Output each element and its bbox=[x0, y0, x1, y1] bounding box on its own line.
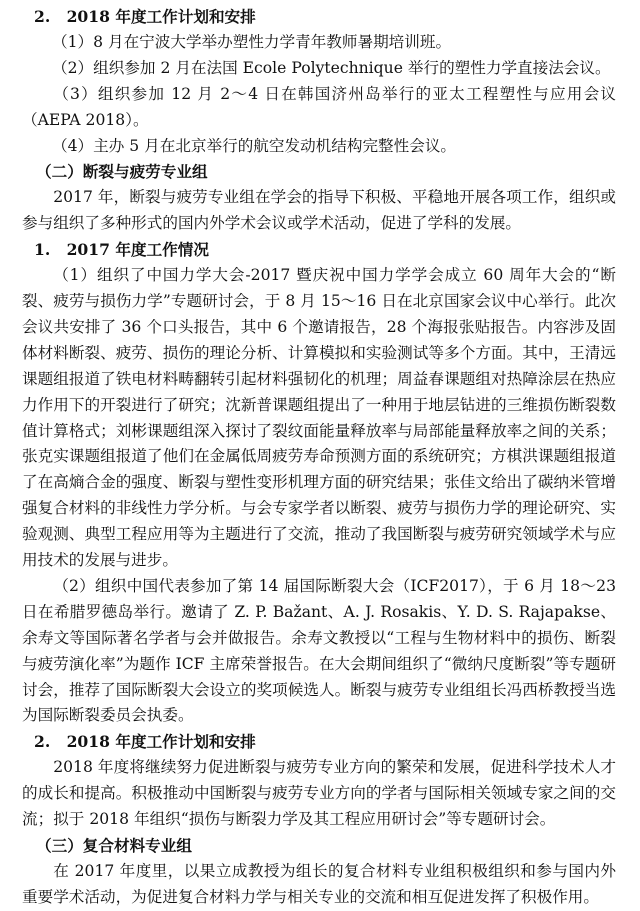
section-heading-2018-plan-plasticity: 2. 2018 年度工作计划和安排 bbox=[34, 7, 256, 26]
plan-item-3: （3）组织参加 12 月 2～4 日在韩国济州岛举行的亚太工程塑性与应用会议（AEPA 2018）。 bbox=[22, 84, 616, 129]
paragraph-fracture-intro: 2017 年，断裂与疲劳专业组在学会的指导下积极、平稳地开展各项工作，组织或参与组织了多种形式的国内外学术会议或学术活动，促进了学科的发展。 bbox=[22, 188, 616, 233]
plan-item-2: （2）组织参加 2 月在法国 Ecole Polytechnique 举行的塑性力学直接法会议。 bbox=[52, 58, 611, 77]
section-heading-2018-plan-fracture: 2. 2018 年度工作计划和安排 bbox=[34, 732, 256, 752]
paragraph-2018-plan: 2018 年度将继续努力促进断裂与疲劳专业方向的繁荣和发展，促进科学技术人才的成长和提高。积极推动中国断裂与疲劳专业方向的学者与国际相关领域专家之间的交流；拟于 2018 年组织“损伤与断裂力学及其工程应用研讨会”等专题研讨会。 bbox=[22, 758, 616, 829]
paragraph-work-item-2: （2）组织中国代表参加了第 14 届国际断裂大会（ICF2017），于 6 月 18～23 日在希腊罗德岛举行。邀请了 Z. P. Bažant、A. J. Rosakis、Y. D. S. Rajapakse、余寿文等国际著名学者与会并做报告。余寿文教授以“工程与生物材料中的损伤、断裂与疲劳演化率”为题作 ICF 主席荣誉报告。在大会期间组织了“微纳尺度断裂”等专题研讨会，推荐了国际断裂大会设立的奖项候选人。断裂与疲劳专业组组长冯西桥教授当选为国际断裂委员会执委。 bbox=[22, 576, 616, 725]
plan-item-1: （1）8 月在宁波大学举办塑性力学青年教师暑期培训班。 bbox=[52, 32, 452, 51]
paragraph-work-item-1: （1）组织了中国力学大会-2017 暨庆祝中国力学学会成立 60 周年大会的“断裂、疲劳与损伤力学”专题研讨会，于 8 月 15～16 日在北京国家会议中心举行。此次会议共安排了 36 个口头报告，其中 6 个邀请报告，28 个海报张贴报告。内容涉及固体材料断裂、疲劳、损伤的理论分析、计算模拟和实验测试等多个方面。其中，王清远课题组报道了铁电材料畴翻转引起材料强韧化的机理；周益春课题组对热障涂层在热应力作用下的开裂进行了研究；沈新普课题组提出了一种用于地层钻进的三维损伤断裂数值计算格式；刘彬课题组深入探讨了裂纹面能量释放率与局部能量释放率之间的关系；张克实课题组报道了他们在金属低周疲劳寿命预测方面的系统研究；方棋洪课题组报道了在高熵合金的强度、断裂与塑性变形机理方面的研究结果；张佳文给出了碳纳米管增强复合材料的非线性力学分析。与会专家学者以断裂、疲劳与损伤力学的理论研究、实验观测、典型工程应用等为主题进行了交流，推动了我国断裂与疲劳研究领域学术与应用技术的发展与进步。 bbox=[22, 266, 616, 570]
plan-item-4: （4）主办 5 月在北京举行的航空发动机结构完整性会议。 bbox=[52, 136, 457, 155]
paragraph-composites-intro: 在 2017 年度里，以果立成教授为组长的复合材料专业组积极组织和参与国内外重要学术活动，为促进复合材料力学与相关专业的交流和相互促进发挥了积极作用。 bbox=[22, 861, 616, 906]
group-heading-composites: （三）复合材料专业组 bbox=[36, 836, 192, 855]
section-heading-2017-work: 1. 2017 年度工作情况 bbox=[34, 240, 209, 260]
group-heading-fracture-fatigue: （二）断裂与疲劳专业组 bbox=[36, 162, 208, 182]
